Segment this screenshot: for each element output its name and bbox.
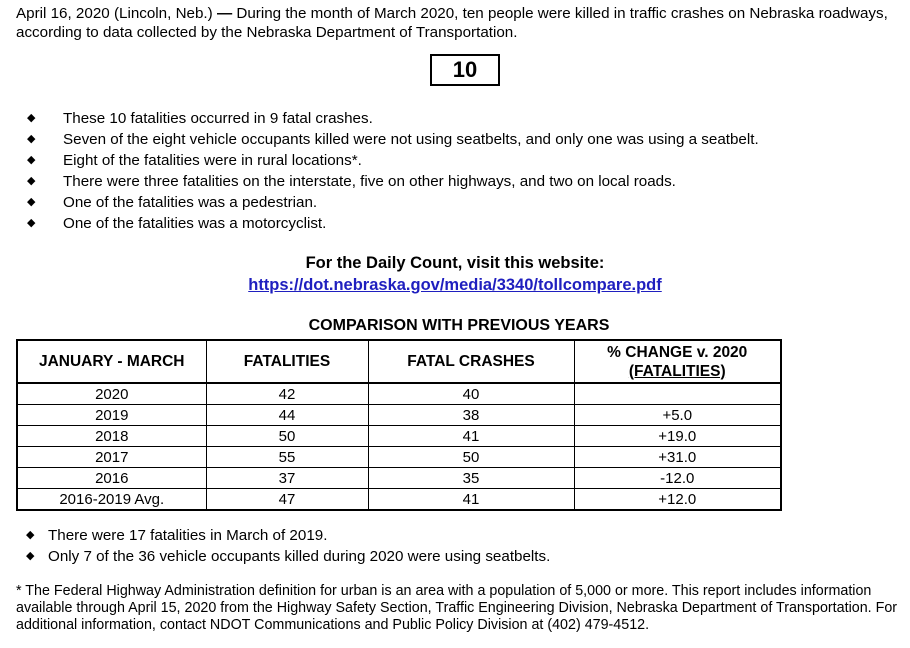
fatality-count-box: 10 — [430, 54, 500, 86]
list-item — [0, 129, 900, 150]
fact-text: There were three fatalities on the interstate, five on other highways, and two on local roads. — [63, 173, 676, 190]
fact-text: There were 17 fatalities in March of 2019. — [48, 527, 328, 544]
list-item — [0, 546, 900, 567]
list-item — [0, 171, 900, 192]
table-row — [17, 468, 781, 489]
comparison-table — [16, 339, 782, 511]
table-cell: 41 — [368, 426, 574, 447]
table-cell: +31.0 — [574, 447, 781, 468]
column-header-subline: (FATALITIES) — [628, 362, 726, 380]
column-header-line: % CHANGE v. 2020 — [607, 343, 748, 361]
diamond-bullet-icon: ◆ — [27, 217, 36, 229]
diamond-bullet-icon: ◆ — [27, 133, 36, 145]
table-cell: 35 — [368, 468, 574, 489]
extra-facts-list — [0, 525, 900, 567]
column-header: FATAL CRASHES — [368, 340, 574, 383]
table-cell: 44 — [206, 405, 368, 426]
fact-text: Seven of the eight vehicle occupants killed were not using seatbelts, and only one was using a seatbelt. — [63, 131, 759, 148]
table-cell: 2019 — [17, 405, 206, 426]
column-header: FATALITIES — [206, 340, 368, 383]
table-row — [17, 405, 781, 426]
list-item — [0, 192, 900, 213]
table-cell: +12.0 — [574, 489, 781, 511]
table-cell: 41 — [368, 489, 574, 511]
diamond-bullet-icon: ◆ — [27, 196, 36, 208]
list-item — [0, 525, 900, 546]
table-cell: 2018 — [17, 426, 206, 447]
table-cell: -12.0 — [574, 468, 781, 489]
list-item — [0, 150, 900, 171]
daily-count-link[interactable]: https://dot.nebraska.gov/media/3340/tollcompare.pdf — [248, 276, 662, 294]
list-item — [0, 108, 900, 129]
table-row — [17, 426, 781, 447]
table-cell: 37 — [206, 468, 368, 489]
table-title: COMPARISON WITH PREVIOUS YEARS — [308, 317, 610, 334]
fact-text: Eight of the fatalities were in rural locations*. — [63, 152, 362, 169]
diamond-bullet-icon: ◆ — [26, 529, 35, 541]
table-cell: 2020 — [17, 383, 206, 405]
table-row — [17, 447, 781, 468]
footnote: * The Federal Highway Administration definition for urban is an area with a population of 5,000 or more. This report includes information available through April 15, 2020 from the Highway Safety Section, Traffic Engineering Division, Nebraska Department of Transportation. For additional information, contact NDOT Communications and Public Policy Division at (402) 479-4512. — [16, 583, 898, 633]
fact-text: One of the fatalities was a motorcyclist. — [63, 215, 327, 232]
table-cell — [574, 383, 781, 405]
table-cell: 42 — [206, 383, 368, 405]
table-cell: 55 — [206, 447, 368, 468]
daily-count-link-row — [0, 276, 910, 295]
daily-count-heading: For the Daily Count, visit this website: — [305, 254, 605, 272]
table-cell: +19.0 — [574, 426, 781, 447]
diamond-bullet-icon: ◆ — [27, 175, 36, 187]
column-header: JANUARY - MARCH — [17, 340, 206, 383]
diamond-bullet-icon: ◆ — [27, 112, 36, 124]
intro-text: During the month of March 2020, ten people were killed in traffic crashes on Nebraska roadways, according to data collected by the Nebraska Department of Transportation. — [16, 5, 888, 41]
table-cell: 50 — [206, 426, 368, 447]
table-cell: +5.0 — [574, 405, 781, 426]
diamond-bullet-icon: ◆ — [27, 154, 36, 166]
intro-paragraph — [16, 4, 896, 42]
table-row — [17, 489, 781, 511]
table-cell: 50 — [368, 447, 574, 468]
table-cell: 2016-2019 Avg. — [17, 489, 206, 511]
fact-text: These 10 fatalities occurred in 9 fatal crashes. — [63, 110, 373, 127]
table-cell: 47 — [206, 489, 368, 511]
table-row — [17, 383, 781, 405]
fact-text: Only 7 of the 36 vehicle occupants killed during 2020 were using seatbelts. — [48, 548, 551, 565]
list-item — [0, 213, 900, 234]
dateline: April 16, 2020 (Lincoln, Neb.) — [16, 5, 213, 22]
table-cell: 2017 — [17, 447, 206, 468]
table-header-row — [17, 340, 781, 383]
fact-text: One of the fatalities was a pedestrian. — [63, 194, 318, 211]
table-cell: 2016 — [17, 468, 206, 489]
table-cell: 40 — [368, 383, 574, 405]
dateline-dash: — — [212, 5, 237, 22]
table-cell: 38 — [368, 405, 574, 426]
diamond-bullet-icon: ◆ — [26, 550, 35, 562]
facts-list — [0, 108, 900, 234]
column-header — [574, 340, 781, 383]
